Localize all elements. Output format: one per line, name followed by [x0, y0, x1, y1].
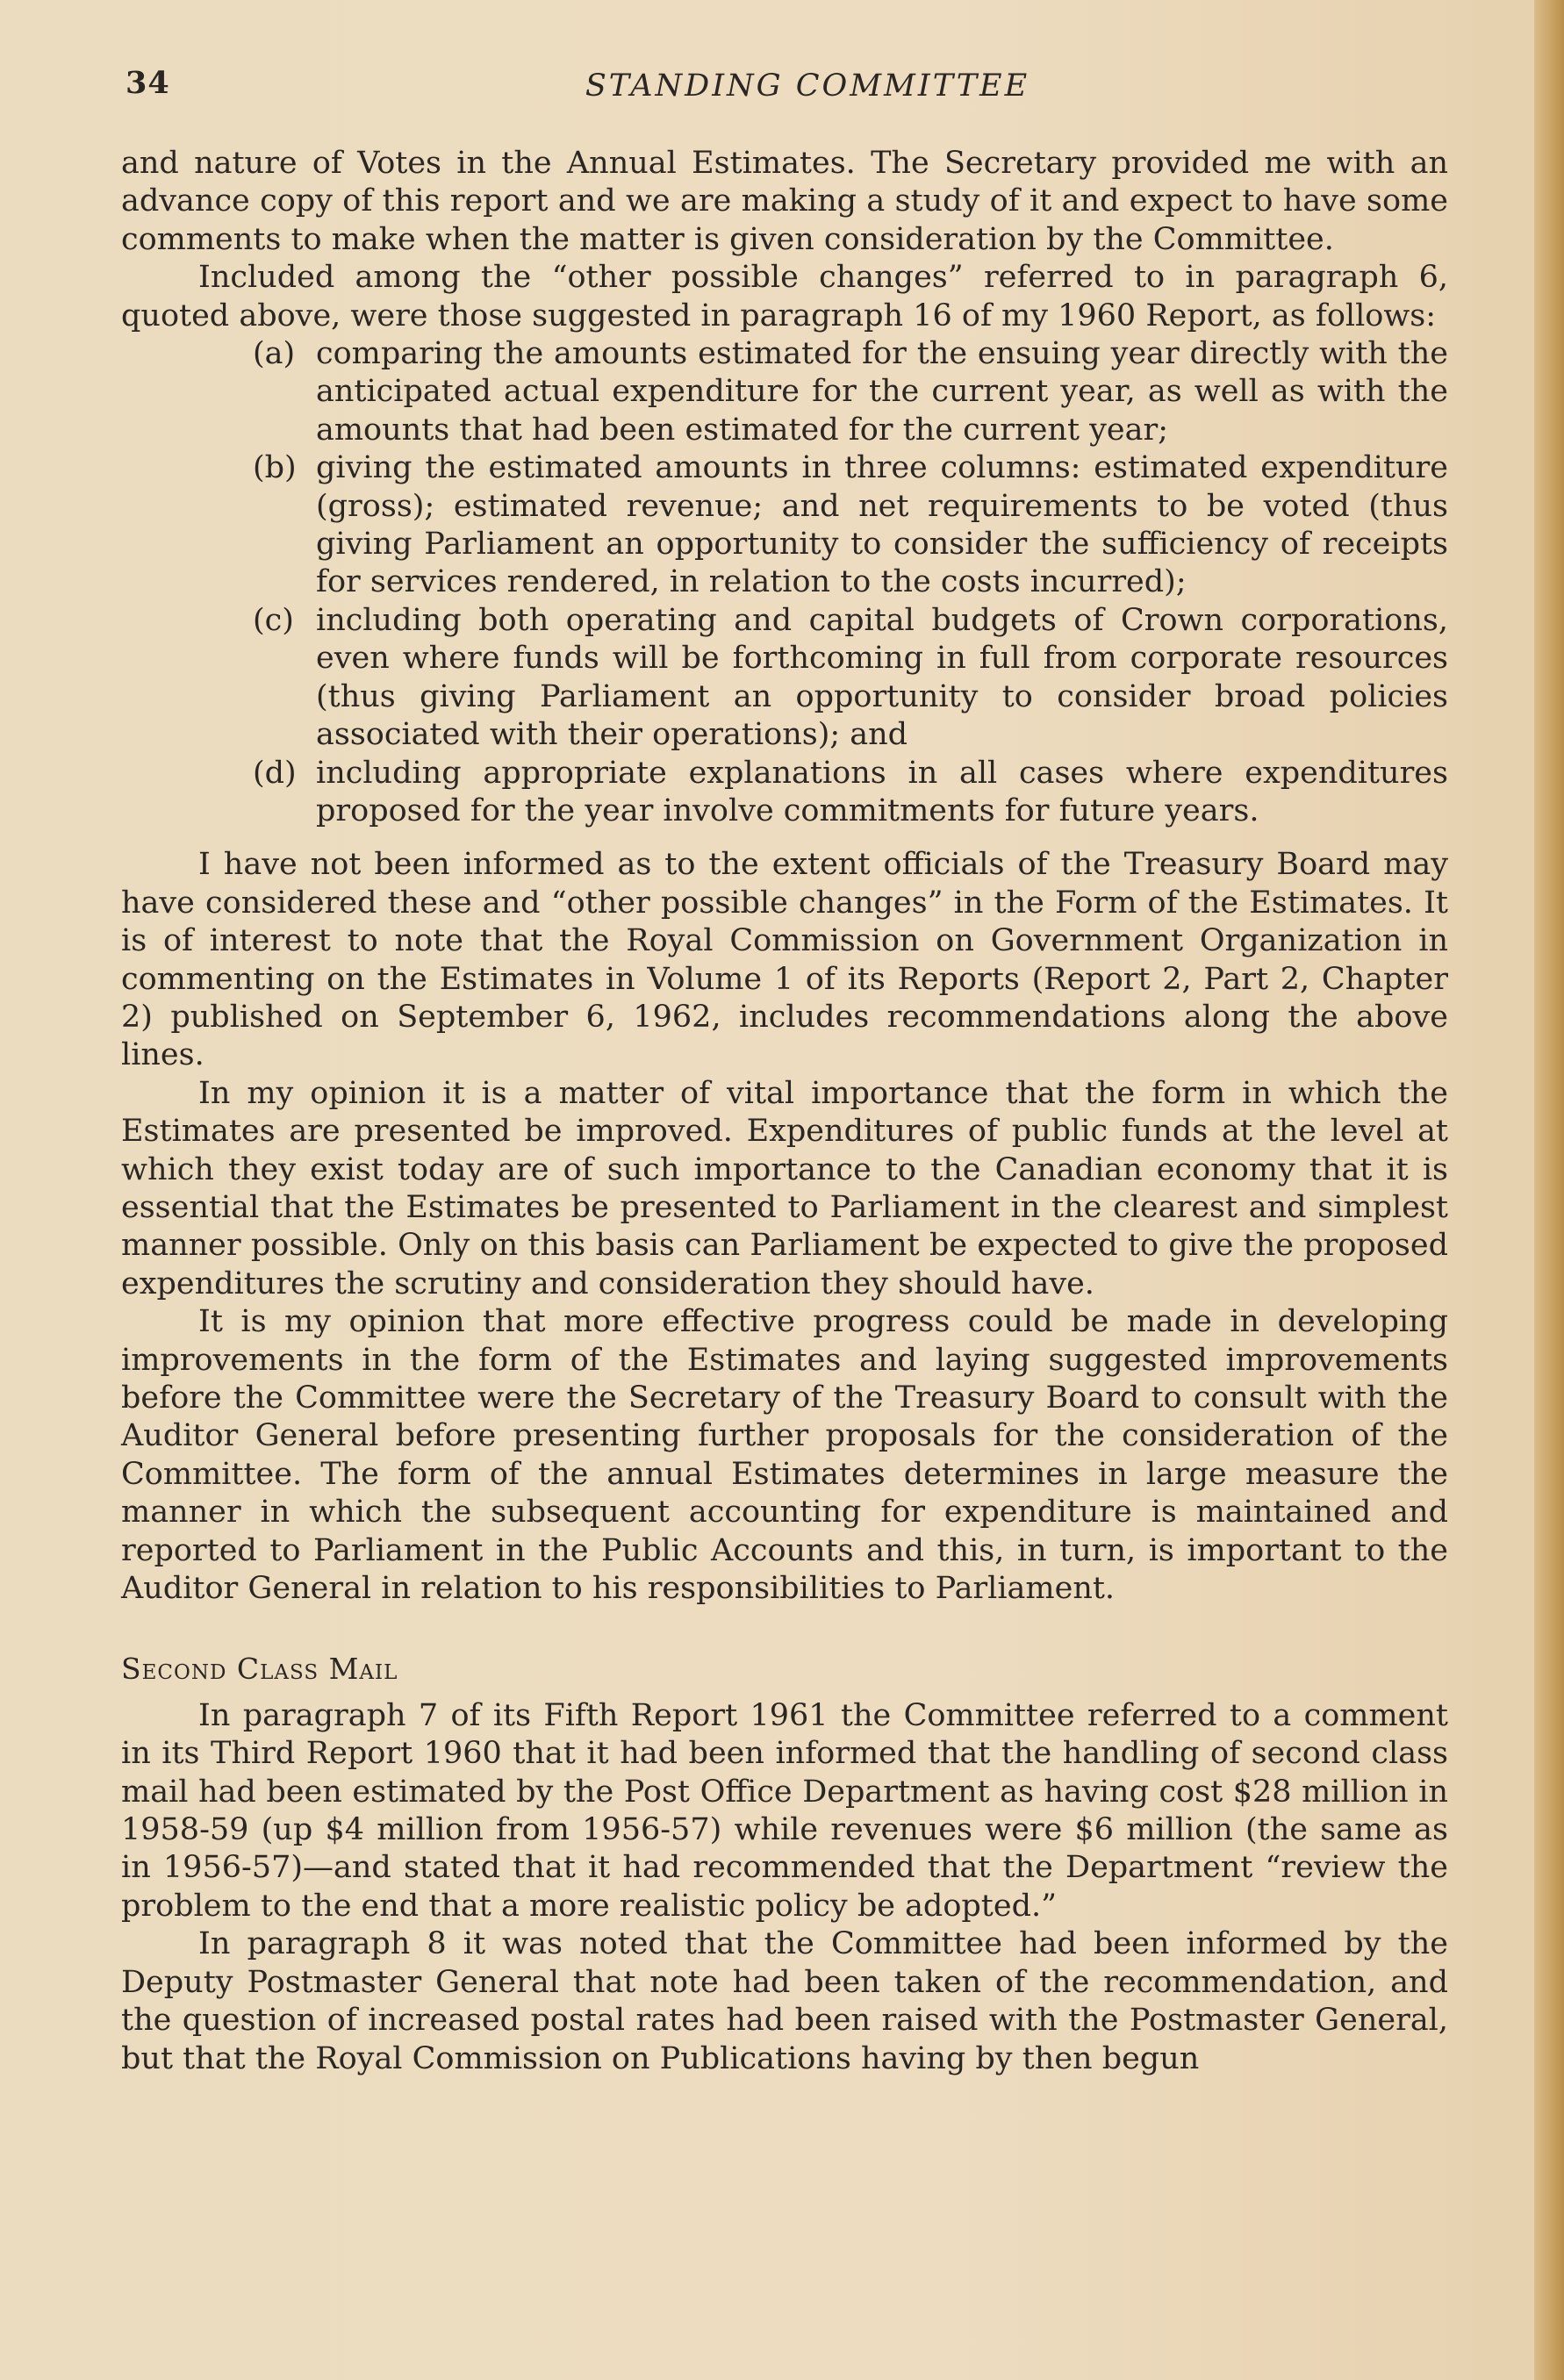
list-marker: (d)	[253, 755, 297, 791]
list-marker: (a)	[253, 336, 296, 372]
paragraph: In my opinion it is a matter of vital importance that the form in which the Estimates are presented be improved. Expenditures of public funds at the level at which they exist today are of such importance to the Canadian economy that it is essential that the Estimates be presented to Parliament in the clearest and simplest manner possible. Only on this basis can Parliament be expected to give the proposed expenditures the scrutiny and consideration they should have.	[121, 1075, 1448, 1301]
list-item	[121, 335, 1448, 449]
running-title: STANDING COMMITTEE	[585, 68, 1030, 104]
list-item	[121, 602, 1448, 755]
recommendation-list	[121, 335, 1448, 830]
list-marker: (b)	[253, 450, 297, 486]
list-item-text: including appropriate explanations in all cases where expenditures proposed for the year involve commitments for future years.	[316, 755, 1448, 828]
list-item-text: giving the estimated amounts in three columns: estimated expenditure (gross); estimated revenue; and net requirements to be voted (thus giving Parliament an opportunity to consider the sufficiency of receipts for services rendered, in relation to the costs incurred);	[316, 450, 1448, 600]
paragraph: I have not been informed as to the extent officials of the Treasury Board may have considered these and “other possible changes” in the Form of the Estimates. It is of interest to note that the Royal Commission on Government Organization in commenting on the Estimates in Volume 1 of its Reports (Report 2, Part 2, Chapter 2) published on September 6, 1962, includes recommendations along the above lines.	[121, 847, 1448, 1073]
paragraph: and nature of Votes in the Annual Estimates. The Secretary provided me with an advance copy of this report and we are making a study of it and expect to have some comments to make when the matter is given consideration by the Committee.	[121, 146, 1448, 257]
paragraph: Included among the “other possible changes” referred to in paragraph 6, quoted above, were those suggested in paragraph 16 of my 1960 Report, as follows:	[121, 260, 1448, 333]
list-item	[121, 755, 1448, 831]
page-edge	[1534, 0, 1564, 2380]
list-marker: (c)	[253, 602, 294, 638]
paragraph: In paragraph 7 of its Fifth Report 1961 the Committee referred to a comment in its Third Report 1960 that it had been informed that the handling of second class mail had been estimated by the Post Office Department as having cost $28 million in 1958-59 (up $4 million from 1956-57) while revenues were $6 million (the same as in 1956-57)—and stated that it had recommended that the Department “review the problem to the end that a more realistic policy be adopted.”	[121, 1697, 1448, 1924]
list-item-text: including both operating and capital budgets of Crown corporations, even where funds will be forthcoming in full from corporate resources (thus giving Parliament an opportunity to consider broad policies associated with their operations); and	[316, 602, 1448, 753]
list-item	[121, 449, 1448, 602]
section-heading: Second Class Mail	[121, 1652, 398, 1687]
paragraph: It is my opinion that more effective progress could be made in developing improvements in the form of the Estimates and laying suggested improvements before the Committee were the Secretary of the Treasury Board to consult with the Auditor General before presenting further proposals for the consideration of the Committee. The form of the annual Estimates determines in large measure the manner in which the subsequent accounting for expenditure is maintained and reported to Parliament in the Public Accounts and this, in turn, is important to the Auditor General in relation to his responsibilities to Parliament.	[121, 1304, 1448, 1607]
page-header	[0, 65, 1564, 118]
paragraph: In paragraph 8 it was noted that the Committee had been informed by the Deputy Postmaster General that note had been taken of the recommendation, and the question of increased postal rates had been raised with the Postmaster General, but that the Royal Commission on Publications having by then begun	[121, 1926, 1448, 2076]
list-item-text: comparing the amounts estimated for the ensuing year directly with the anticipated actual expenditure for the current year, as well as with the amounts that had been estimated for the current year;	[316, 336, 1448, 448]
page-number: 34	[126, 65, 170, 101]
body-text	[121, 145, 1448, 2078]
